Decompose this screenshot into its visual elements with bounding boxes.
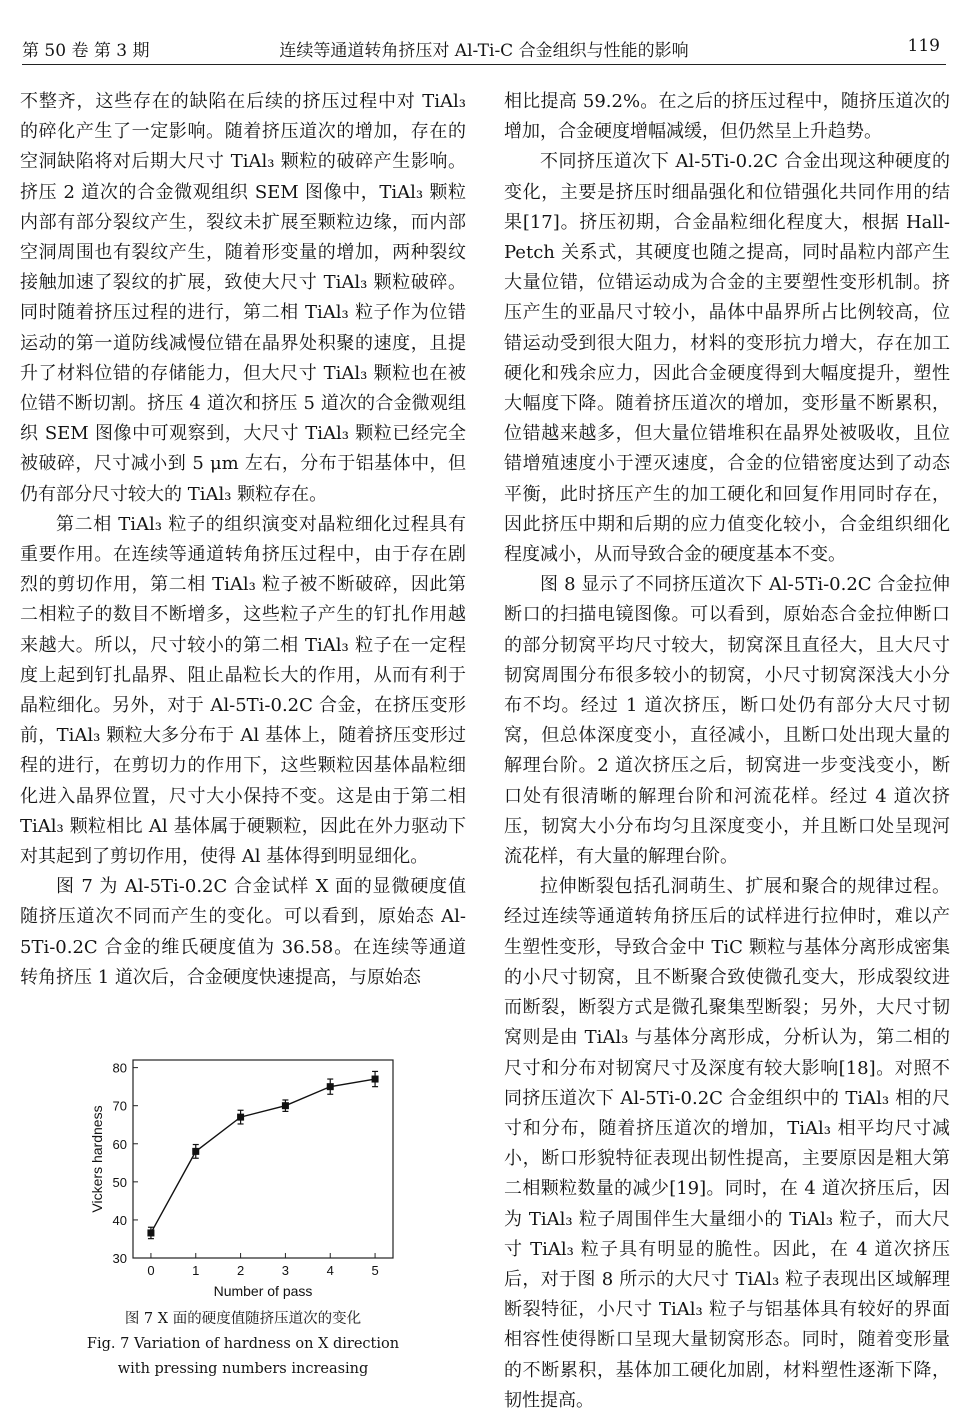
hardness-line-chart (88, 1050, 408, 1305)
figure-7-chart (88, 1050, 408, 1305)
figure-caption-en: Fig. 7 Variation of hardness on X direction (86, 1336, 400, 1352)
plot-frame (133, 1060, 393, 1258)
running-title: 连续等通道转角挤压对 Al-Ti-C 合金组织与性能的影响 (279, 41, 689, 61)
x-tick-label: 1 (192, 1263, 200, 1278)
paragraph: 图 7 为 Al-5Ti-0.2C 合金试样 X 面的显微硬度值随挤压道次不同而产生的变化。可以看到，原始态 Al-5Ti-0.2C 合金的维氏硬度值为 36.58。在连续等通道转角挤压 1 道次后，合金硬度快速提高，与原始态 (20, 876, 466, 988)
data-point (192, 1148, 199, 1155)
series-line (151, 1079, 375, 1233)
paragraph: 拉伸断裂包括孔洞萌生、扩展和聚合的规律过程。经过连续等通道转角挤压后的试样进行拉伸时，难以产生塑性变形，导致合金中 TiC 颗粒与基体分离形成密集的小尺寸韧窝，且不断聚合致使微孔变大，形成裂纹进而断裂，断裂方式是微孔聚集型断裂；另外，大尺寸韧窝则是由 TiAl₃ 与基体分离形成，分析认为，第二相的尺寸和分布对韧窝尺寸及深度有较大影响[18]。对照不同挤压道次下 Al-5Ti-0.2C 合金组织中的 TiAl₃ 相的尺寸和分布，随着挤压道次的增加，TiAl₃ 相平均尺寸减小，断口形貌特征表现出韧性提高，主要原因是粗大第二相颗粒数量的减少[19]。同时，在 4 道次挤压后，因为 TiAl₃ 粒子周围伴生大量细小的 TiAl₃ 粒子，而大尺寸 TiAl₃ 粒子具有明显的脆性。因此，在 4 道次挤压后，对于图 8 所示的大尺寸 TiAl₃ 粒子表现出区域解理断裂特征，小尺寸 TiAl₃ 粒子与铝基体具有较好的界面相容性使得断口呈现大量韧窝形态。同时，随着变形量的不断累积，基体加工硬化加剧，材料塑性逐渐下降，韧性提高。 (504, 876, 950, 1411)
paragraph: 不同挤压道次下 Al-5Ti-0.2C 合金出现这种硬度的变化，主要是挤压时细晶强化和位错强化共同作用的结果[17]。挤压初期，合金晶粒细化程度大，根据 Hall-Petch 关系式，其硬度也随之提高，同时晶粒内部产生大量位错，位错运动成为合金的主要塑性变形机制。挤压产生的亚晶尺寸较小，晶体中晶界所占比例较高，位错运动受到很大阻力，材料的变形抗力增大，存在加工硬化和残余应力，因此合金硬度得到大幅度提升，塑性大幅度下降。随着挤压道次的增加，变形量不断累积，位错越来越多，但大量位错堆积在晶界处被吸收，且位错增殖速度小于湮灭速度，合金的位错密度达到了动态平衡，此时挤压产生的加工硬化和回复作用同时存在，因此挤压中期和后期的应力值变化较小，合金组织细化程度减小，从而导致合金的硬度基本不变。 (504, 151, 950, 566)
data-point (147, 1229, 154, 1236)
paragraph: 不整齐，这些存在的缺陷在后续的挤压过程中对 TiAl₃ 的碎化产生了一定影响。随着挤压道次的增加，存在的空洞缺陷将对后期大尺寸 TiAl₃ 颗粒的破碎产生影响。挤压 2 道次的合金微观组织 SEM 图像中，TiAl₃ 颗粒内部有部分裂纹产生，裂纹未扩展至颗粒边缘，而内部空洞周围也有裂纹产生，随着形变量的增加，两种裂纹接触加速了裂纹的扩展，致使大尺寸 TiAl₃ 颗粒破碎。同时随着挤压过程的进行，第二相 TiAl₃ 粒子作为位错运动的第一道防线减慢位错在晶界处积聚的速度，且提升了材料位错的存储能力，但大尺寸 TiAl₃ 颗粒也在被位错不断切割。挤压 4 道次和挤压 5 道次的合金微观组织 SEM 图像中可观察到，大尺寸 TiAl₃ 颗粒已经完全被破碎，尺寸减小到 5 μm 左右，分布于铝基体中，但仍有部分尺寸较大的 TiAl₃ 颗粒存在。 (20, 91, 466, 505)
x-axis-label: Number of pass (213, 1283, 313, 1299)
y-tick-label: 30 (112, 1251, 127, 1266)
y-tick-label: 70 (112, 1098, 127, 1114)
x-tick-label: 4 (326, 1263, 334, 1278)
volume-issue: 第 50 卷 第 3 期 (22, 41, 150, 61)
x-tick-label: 0 (147, 1263, 155, 1278)
right-column (504, 87, 950, 1416)
x-tick-label: 3 (281, 1263, 290, 1278)
figure-caption-cn: 图 7 X 面的硬度值随挤压道次的变化 (124, 1311, 362, 1327)
data-point (282, 1102, 289, 1109)
data-point (372, 1076, 379, 1083)
y-tick-label: 80 (112, 1060, 127, 1076)
y-tick-label: 50 (112, 1174, 127, 1190)
y-tick-label: 60 (112, 1136, 127, 1152)
y-axis-label: Vickers hardness (89, 1105, 105, 1213)
paragraph: 第二相 TiAl₃ 粒子的组织演变对晶粒细化过程具有重要作用。在连续等通道转角挤压过程中，由于存在剧烈的剪切作用，第二相 TiAl₃ 粒子被不断破碎，因此第二相粒子的数目不断增多，这些粒子产生的钉扎作用越来越大。所以，尺寸较小的第二相 TiAl₃ 粒子在一定程度上起到钉扎晶界、阻止晶粒长大的作用，从而有利于晶粒细化。另外，对于 Al-5Ti-0.2C 合金，在挤压变形前，TiAl₃ 颗粒大多分布于 Al 基体上，随着挤压变形过程的进行，在剪切力的作用下，这些颗粒因基体晶粒细化进入晶界位置，尺寸大小保持不变。这是由于第二相 TiAl₃ 颗粒相比 Al 基体属于硬颗粒，因此在外力驱动下对其起到了剪切作用，使得 Al 基体得到明显细化。 (20, 513, 466, 868)
left-column (20, 87, 466, 993)
paragraph: 图 8 显示了不同挤压道次下 Al-5Ti-0.2C 合金拉伸断口的扫描电镜图像。可以看到，原始态合金拉伸断口的部分韧窝平均尺寸较大，韧窝深且直径大，且大尺寸韧窝周围分布很多较小的韧窝，小尺寸韧窝深浅大小分布不均。经过 1 道次挤压，断口处仍有部分大尺寸韧窝，但总体深度变小，直径减小，且断口处出现大量的解理台阶。2 道次挤压之后，韧窝进一步变浅变小，断口处有很清晰的解理台阶和河流花样。经过 4 道次挤压，韧窝大小分布均匀且深度变小，并且断口处呈现河流花样，有大量的解理台阶。 (504, 574, 950, 868)
y-tick-label: 40 (112, 1212, 127, 1228)
data-point (327, 1083, 334, 1090)
x-tick-label: 2 (236, 1263, 245, 1278)
figure-caption-en-2: with pressing numbers increasing (117, 1361, 369, 1377)
data-point (237, 1114, 244, 1121)
paragraph: 相比提高 59.2%。在之后的挤压过程中，随挤压道次的增加，合金硬度增幅减缓，但仍然呈上升趋势。 (504, 91, 950, 143)
page-number: 119 (907, 36, 940, 56)
x-tick-label: 5 (371, 1263, 379, 1278)
running-header (22, 28, 946, 65)
